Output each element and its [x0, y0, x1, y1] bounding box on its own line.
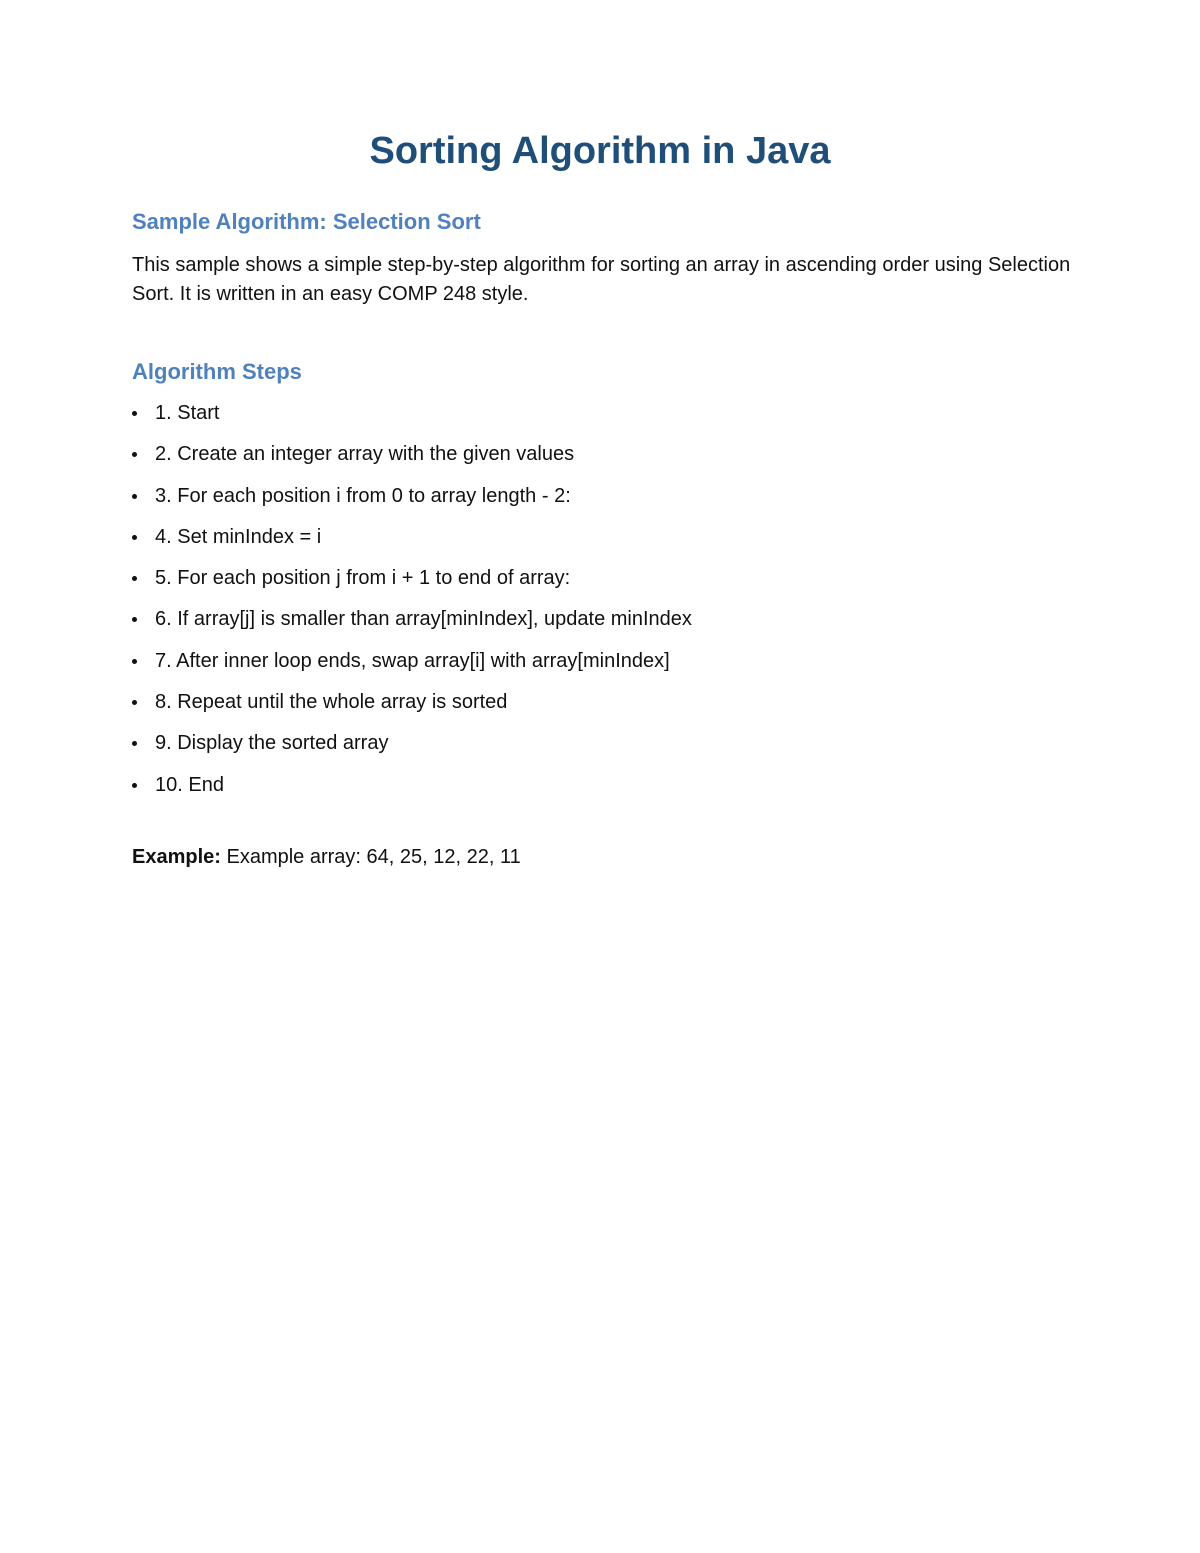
step-text: 1. Start [155, 402, 220, 424]
bullet-icon [132, 741, 137, 746]
section-heading-algorithm-steps: Algorithm Steps [132, 359, 302, 384]
list-item [132, 563, 692, 604]
intro-paragraph: This sample shows a simple step-by-step algorithm for sorting an array in ascending order using Selection Sort. It is written in an easy COMP 248 style. [132, 254, 1071, 305]
bullet-icon [132, 659, 137, 664]
list-item [132, 728, 692, 769]
example-line [132, 842, 521, 872]
bullet-icon [132, 576, 137, 581]
algorithm-steps-list [132, 398, 692, 811]
list-item [132, 398, 692, 439]
list-item [132, 646, 692, 687]
list-item [132, 439, 692, 480]
step-text: 10. End [155, 773, 224, 796]
list-item [132, 522, 692, 563]
step-text: 9. Display the sorted array [155, 732, 389, 755]
list-item [132, 481, 692, 522]
bullet-icon [132, 535, 137, 540]
bullet-icon [132, 617, 137, 622]
list-item [132, 770, 692, 811]
bullet-icon [132, 700, 137, 705]
bullet-icon [132, 411, 137, 416]
step-text: 3. For each position i from 0 to array length - 2: [155, 484, 571, 507]
step-text: 2. Create an integer array with the given values [155, 443, 575, 466]
section-heading-sample-algorithm: Sample Algorithm: Selection Sort [132, 209, 481, 234]
bullet-icon [132, 783, 137, 788]
example-text: Example array: 64, 25, 12, 22, 11 [220, 846, 521, 868]
bullet-icon [132, 452, 137, 457]
list-item [132, 687, 692, 728]
example-label: Example: [132, 846, 221, 868]
step-text: 5. For each position j from i + 1 to end of array: [155, 567, 571, 590]
list-item [132, 604, 692, 645]
step-text: 8. Repeat until the whole array is sorted [155, 691, 508, 714]
step-text: 6. If array[j] is smaller than array[minIndex], update minIndex [155, 608, 692, 631]
bullet-icon [132, 494, 137, 499]
step-text: 4. Set minIndex = i [155, 525, 322, 548]
step-text: 7. After inner loop ends, swap array[i] with array[minIndex] [155, 649, 670, 672]
page-title: Sorting Algorithm in Java [369, 130, 831, 172]
